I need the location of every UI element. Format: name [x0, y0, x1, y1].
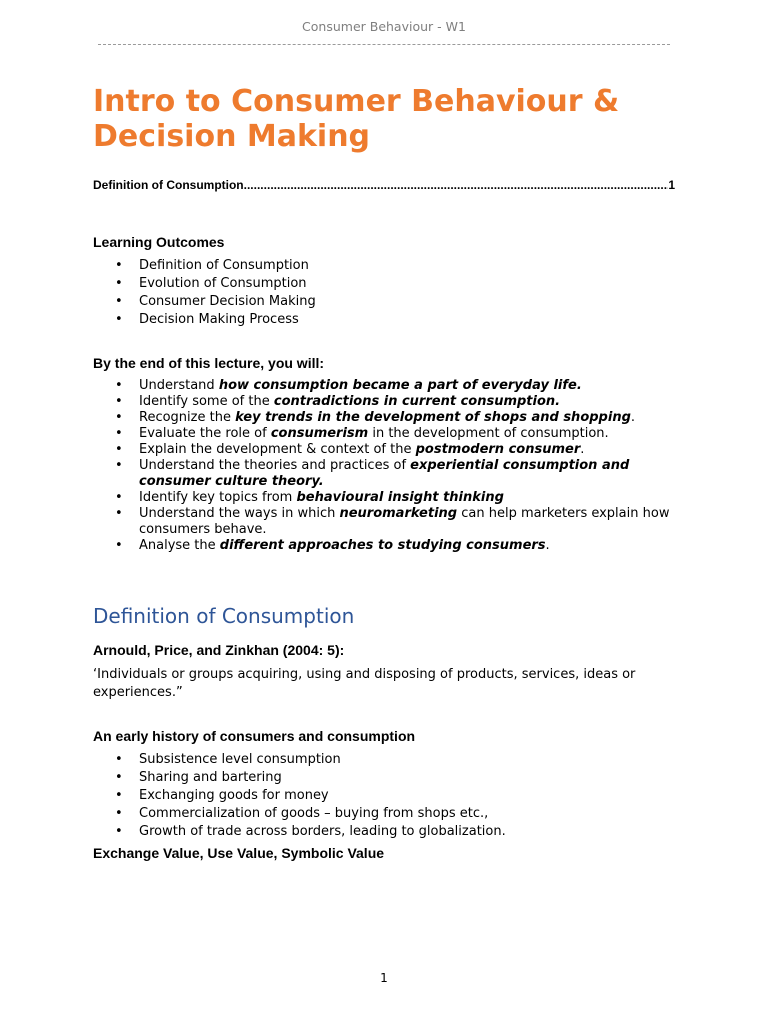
toc-entry-label: Definition of Consumption: [93, 178, 244, 192]
history-list: [115, 751, 670, 841]
definition-quote: ‘Individuals or groups acquiring, using and disposing of products, services, ideas or experiences.”: [93, 667, 636, 700]
list-item: • Exchanging goods for money: [115, 787, 670, 805]
list-item: • Subsistence level consumption: [115, 751, 670, 769]
list-item: • Evaluate the role of consumerism in the development of consumption.: [115, 426, 670, 442]
list-item: • Explain the development & context of the postmodern consumer.: [115, 442, 670, 458]
values-heading: Exchange Value, Use Value, Symbolic Value: [93, 845, 385, 861]
objectives-heading: By the end of this lecture, you will:: [93, 355, 325, 371]
page-header: Consumer Behaviour - W1: [302, 19, 466, 34]
list-item: • Recognize the key trends in the development of shops and shopping.: [115, 410, 670, 426]
page-number: 1: [380, 971, 388, 985]
list-item: • Understand the theories and practices of experiential consumption and consumer culture theory.: [115, 458, 670, 490]
document-title: Intro to Consumer Behaviour & Decision Making: [93, 84, 620, 154]
learning-outcomes-list: [115, 257, 670, 329]
history-heading: An early history of consumers and consumption: [93, 728, 416, 744]
list-item: • Sharing and bartering: [115, 769, 670, 787]
learning-outcomes-heading: Learning Outcomes: [93, 234, 225, 250]
objectives-list: [115, 378, 670, 554]
list-item: • Analyse the different approaches to studying consumers.: [115, 538, 670, 554]
toc-entry-page: 1: [668, 178, 675, 192]
list-item: • Identify some of the contradictions in current consumption.: [115, 394, 670, 410]
list-item: • Decision Making Process: [115, 311, 670, 329]
list-item: • Commercialization of goods – buying from shops etc.,: [115, 805, 670, 823]
list-item: • Consumer Decision Making: [115, 293, 670, 311]
list-item: • Identify key topics from behavioural insight thinking: [115, 490, 670, 506]
toc-entry[interactable]: [93, 178, 675, 192]
list-item: • Evolution of Consumption: [115, 275, 670, 293]
citation-heading: Arnould, Price, and Zinkhan (2004: 5):: [93, 642, 345, 658]
header-divider: [98, 44, 670, 45]
toc-leader-dots: [244, 178, 669, 192]
list-item: • Growth of trade across borders, leading to globalization.: [115, 823, 670, 841]
list-item: • Definition of Consumption: [115, 257, 670, 275]
list-item: • Understand how consumption became a part of everyday life.: [115, 378, 670, 394]
list-item: • Understand the ways in which neuromarketing can help marketers explain how consumers behave.: [115, 506, 670, 538]
definition-heading: Definition of Consumption: [93, 604, 355, 628]
